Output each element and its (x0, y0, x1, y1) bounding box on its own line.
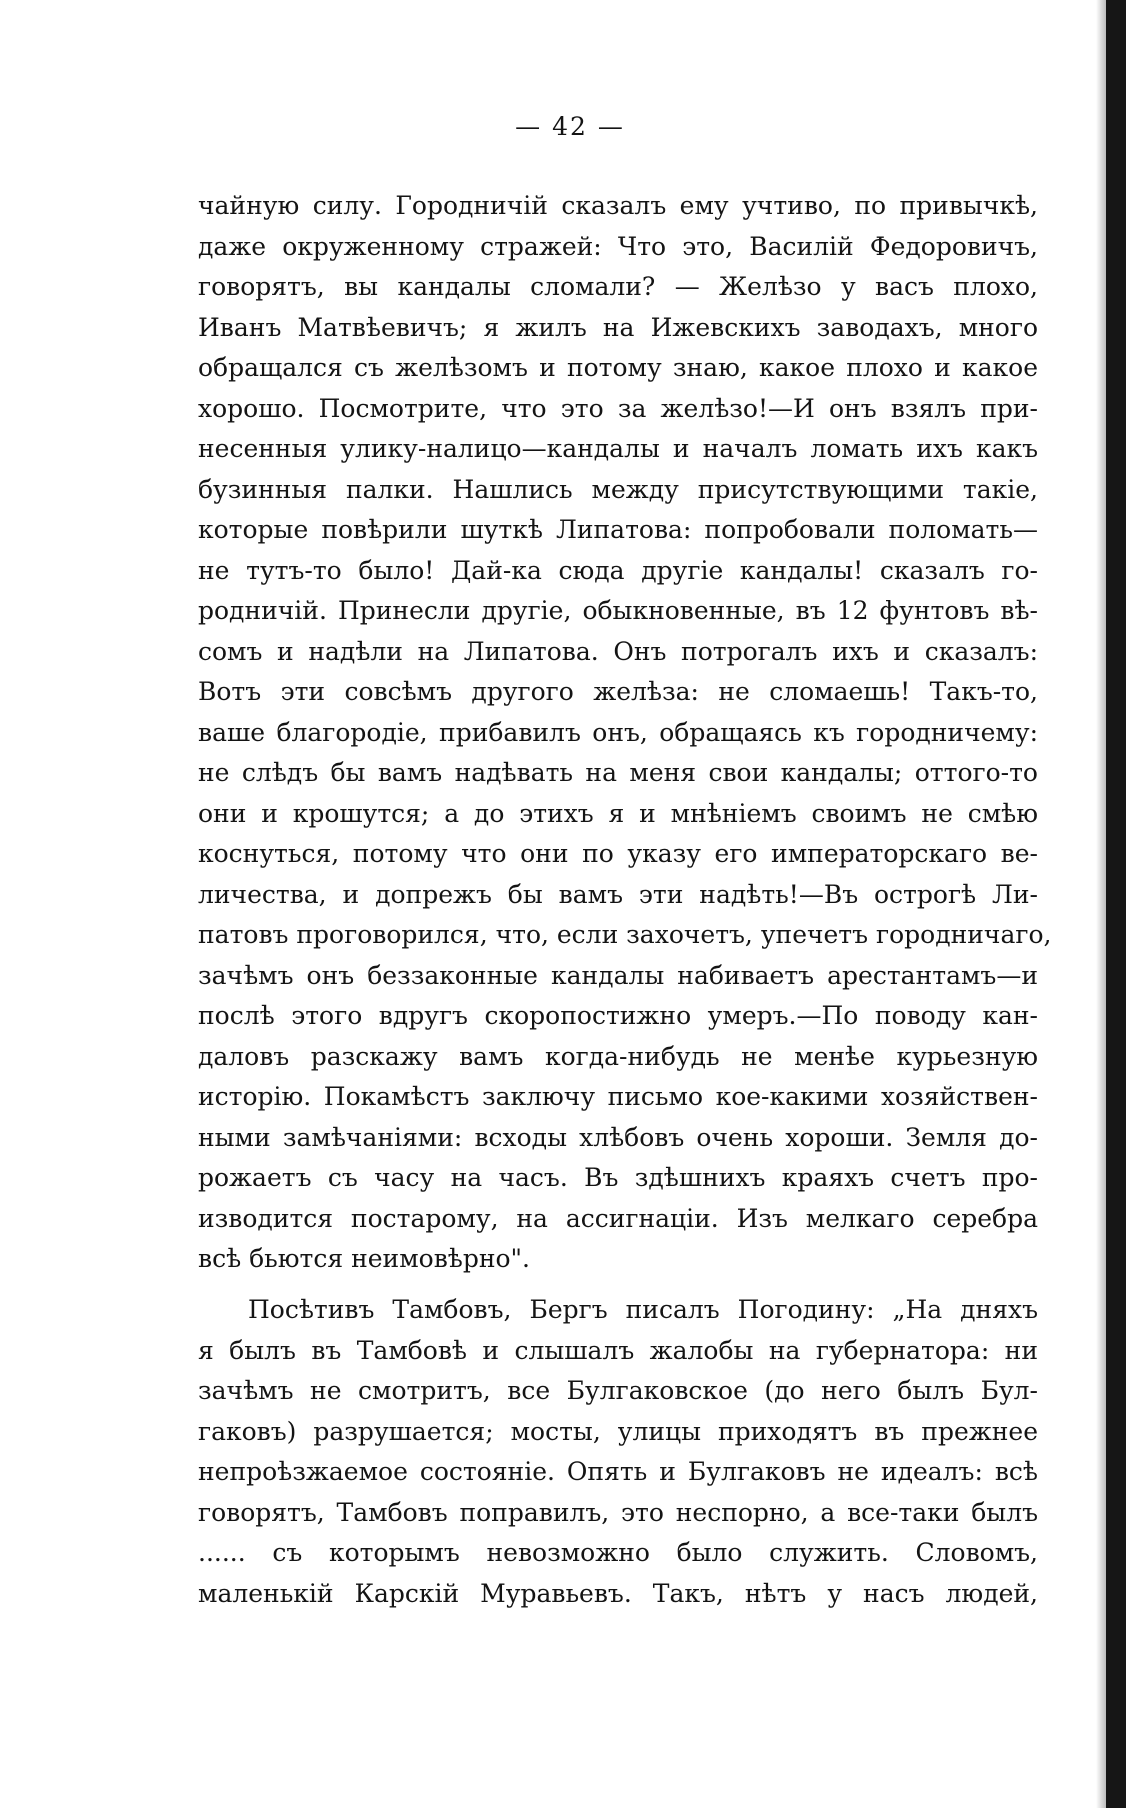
text-line: несенныя улику-налицо—кандалы и началъ ломать ихъ какъ (198, 434, 1038, 463)
text-line: коснуться, потому что они по указу его императорскаго ве- (198, 839, 1038, 868)
text-line: непроѣзжаемое состоянiе. Опять и Булгаковъ не идеалъ: всѣ (198, 1457, 1038, 1486)
text-line: ...... съ которымъ невозможно было служить. Словомъ, (198, 1538, 1038, 1567)
text-line: Посѣтивъ Тамбовъ, Бергъ писалъ Погодину: „На дняхъ (248, 1295, 1038, 1324)
text-line: не тутъ-то было! Дай-ка сюда другiе кандалы! сказалъ го- (198, 555, 1038, 585)
text-line: Вотъ эти совсѣмъ другого желѣза: не сломаешь! Такъ-то, (198, 677, 1038, 706)
text-line: зачѣмъ не смотритъ, все Булгаковское (до него былъ Бул- (198, 1376, 1038, 1405)
text-line: даловъ разскажу вамъ когда-нибудь не менѣе курьезную (198, 1041, 1038, 1071)
text-line: бузинныя палки. Нашлись между присутствующими такiе, (198, 474, 1038, 504)
page-edge-border (1106, 0, 1126, 1808)
text-line: рожаетъ съ часу на часъ. Въ здѣшнихъ краяхъ счетъ про- (198, 1163, 1038, 1192)
text-line: сомъ и надѣли на Липатова. Онъ потрогалъ ихъ и сказалъ: (198, 636, 1038, 666)
text-line: они и крошутся; а до этихъ я и мнѣнiемъ своимъ не смѣю (198, 798, 1038, 828)
text-line: которые повѣрили шуткѣ Липатова: попробовали поломать— (198, 515, 1038, 544)
text-line: не слѣдъ бы вамъ надѣвать на меня свои кандалы; оттого-то (198, 758, 1038, 787)
text-line: даже окруженному стражей: Что это, Василiй Федоровичъ, (198, 231, 1038, 261)
text-line: Иванъ Матвѣевичъ; я жилъ на Ижевскихъ заводахъ, много (198, 312, 1038, 342)
text-line: ваше благородiе, прибавилъ онъ, обращаясь къ городничему: (198, 717, 1038, 747)
text-line: говорятъ, Тамбовъ поправилъ, это неспорно, а все-таки былъ (198, 1497, 1038, 1527)
text-line: маленькiй Карскiй Муравьевъ. Такъ, нѣтъ у насъ людей, (198, 1578, 1038, 1608)
text-line: говорятъ, вы кандалы сломали? — Желѣзо у васъ плохо, (198, 272, 1038, 301)
page-edge-shadow (1096, 0, 1106, 1808)
paragraph-1 (198, 186, 1052, 1280)
text-line: всѣ бьются неимовѣрно". (198, 1244, 531, 1273)
text-line: ными замѣчанiями: всходы хлѣбовъ очень хороши. Земля до- (198, 1122, 1038, 1152)
text-line: патовъ проговорился, что, если захочетъ, упечетъ городничаго, (198, 920, 1052, 949)
text-line: родничiй. Принесли другiе, обыкновенные, въ 12 фунтовъ вѣ- (198, 596, 1038, 625)
page-number: — 42 — (515, 112, 625, 141)
text-line: хорошо. Посмотрите, что это за желѣзо!—И онъ взялъ при- (198, 393, 1038, 423)
text-line: личества, и допрежъ бы вамъ эти надѣть!—Въ острогѣ Ли- (198, 879, 1038, 909)
text-line: исторiю. Покамѣстъ заключу письмо кое-какими хозяйствен- (198, 1082, 1038, 1111)
text-line: зачѣмъ онъ беззаконные кандалы набиваетъ арестантамъ—и (198, 960, 1038, 990)
text-line: гаковъ) разрушается; мосты, улицы приходятъ въ прежнее (198, 1416, 1038, 1446)
paragraph-2 (198, 1290, 1038, 1614)
text-line: изводится постарому, на ассигнацiи. Изъ мелкаго серебра (198, 1203, 1038, 1233)
text-line: я былъ въ Тамбовѣ и слышалъ жалобы на губернатора: ни (198, 1335, 1038, 1365)
text-line: обращался съ желѣзомъ и потому знаю, какое плохо и какое (198, 353, 1038, 382)
text-line: чайную силу. Городничiй сказалъ ему учтиво, по привычкѣ, (198, 191, 1038, 220)
text-line: послѣ этого вдругъ скоропостижно умеръ.—По поводу кан- (198, 1001, 1038, 1030)
